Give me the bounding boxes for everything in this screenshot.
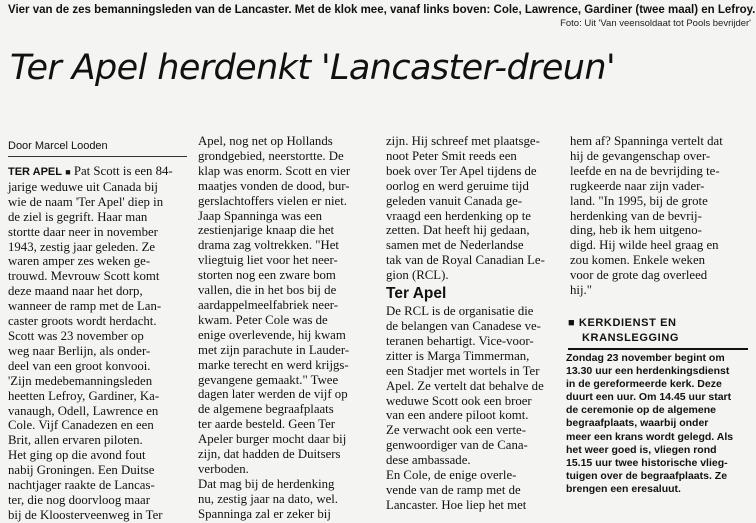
- text-line: deze maand naar het dorp,: [8, 284, 143, 299]
- subheading: Ter Apel: [386, 285, 447, 303]
- text-line: zestienjarige knaap die het: [198, 223, 335, 238]
- text-line: vraagd een herdenking op te: [386, 208, 531, 223]
- text-line: gion (RCL).: [386, 268, 449, 283]
- text-line: 1943, zestig jaar geleden. Ze: [8, 239, 156, 254]
- text-line: klap was enorm. Scott en vier: [198, 163, 351, 178]
- text-line: vende van de ramp met de: [386, 482, 521, 497]
- text-line: hij.": [570, 283, 592, 298]
- box-heading-text: KRANSLEGGING: [582, 332, 680, 344]
- text-line: aardappelmeelfabriek neer-: [198, 297, 339, 312]
- text-line: trouwd. Mevrouw Scott komt: [8, 269, 160, 284]
- article-column-2: [198, 134, 378, 522]
- photo-caption: Vier van de zes bemanningsleden van de Lancaster. Met de klok mee, vanaf links boven: Cole, Lawrence, Gardiner (twee maal) en Lefroy.: [8, 4, 756, 16]
- text-line: zou komen. Enkele weken: [570, 253, 706, 268]
- text-line: ter aarde besteld. Geen Ter: [198, 417, 336, 432]
- text-line: gevangene gemaakt." Twee: [198, 372, 339, 387]
- text-line: Cole. Vijf Canadezen en een: [8, 418, 154, 433]
- text-line: de ziel is gegrift. Haar man: [8, 209, 148, 224]
- text-line: weduwe Scott ook een broer: [386, 393, 532, 408]
- text-line: Apeler burger mocht daar bij: [198, 432, 347, 447]
- article-column-3: [386, 134, 562, 513]
- dateline-square-icon: ■: [65, 167, 71, 177]
- text-line: Ze verwacht ook een verte-: [386, 423, 526, 438]
- sidebar-box-text: [566, 352, 752, 496]
- text-line: Brit, allen ervaren piloten.: [8, 433, 143, 448]
- text-line: caster groots wordt herdacht.: [8, 314, 157, 329]
- text-line: ding, heb ik hem uitgeno-: [570, 223, 702, 238]
- text-line: de algemene begraafplaats: [198, 402, 334, 417]
- text-line: een Stadjer met wortels in Ter: [386, 363, 540, 378]
- text-line: zetten. Dat heeft hij gedaan,: [386, 223, 530, 238]
- text-line: Lancaster. Hoe liep het met: [386, 497, 527, 512]
- text-line: dagen later werden de vijf op: [198, 387, 348, 402]
- text-line: gerslachtoffers vielen er niet.: [198, 193, 347, 208]
- text-line: heetten Lefroy, Gardiner, Ka-: [8, 388, 160, 403]
- box-text-line: begraafplaats, waarbij onder: [566, 417, 709, 430]
- text-line: teranen behartigt. Vice-voor-: [386, 333, 534, 348]
- box-text-line: de ceremonie op de algemene: [566, 404, 716, 417]
- text-line: leefde en na de bevrijding te-: [570, 163, 720, 178]
- text-line: Jaap Spanninga was een: [198, 208, 323, 223]
- text-line: zijn. Hij schreef met plaatsge-: [386, 134, 540, 148]
- box-text-line: meer een krans wordt gelegd. Als: [566, 430, 734, 443]
- text-line: marke terecht en werd krijgs-: [198, 357, 349, 372]
- text-line: voor de grote dag overleed: [570, 268, 708, 283]
- photo-credit: Foto: Uit 'Van veensoldaat tot Pools bevrijder': [560, 18, 751, 29]
- text-line: digd. Hij wilde heel graag en: [570, 238, 719, 253]
- text-line: rugkeerde naar zijn vader-: [570, 178, 705, 193]
- lead-line: [8, 164, 190, 180]
- box-heading-line: [568, 316, 748, 331]
- text-line: van een andere piloot komt.: [386, 408, 529, 423]
- text-line: vanaugh, Odell, Lawrence en: [8, 403, 159, 418]
- byline: Door Marcel Looden: [8, 140, 108, 152]
- box-text-line: het weer goed is, vliegen rond: [566, 443, 717, 456]
- article-column-4: [570, 134, 752, 298]
- box-heading-text: KERKDIENST EN: [578, 317, 677, 329]
- text-line: met zijn parachute in Lauder-: [198, 342, 350, 357]
- dateline: TER APEL: [8, 166, 62, 178]
- box-text-line: tuigen over de begraafplaats. Ze: [566, 469, 728, 482]
- text-line: oorlog en werd geruime tijd: [386, 178, 529, 193]
- text-line: De RCL is de organisatie die: [386, 304, 534, 319]
- text-line: vliegtuig liet voor het neer-: [198, 253, 338, 268]
- sidebar-box-heading: [568, 316, 748, 346]
- text-line: jarige weduwe uit Canada bij: [8, 179, 158, 194]
- text-line: bij de Kloosterveenweg in Ter: [8, 507, 163, 522]
- text-line: Scott was 23 november op: [8, 328, 144, 343]
- box-text-line: brengen een eresaluut.: [566, 482, 681, 495]
- article-column-1: [8, 164, 190, 523]
- text-line: noot Peter Smit reeds een: [386, 148, 517, 163]
- box-text-line: 15.15 uur twee historische vlieg-: [566, 456, 728, 469]
- text-line: storten nog een zware bom: [198, 268, 336, 283]
- text-line: de belangen van Canadese ve-: [386, 318, 541, 333]
- box-square-icon: ■: [568, 317, 576, 329]
- text-line: Apel, nog net op Hollands: [198, 134, 333, 148]
- text-line: boek over Ter Apel tijdens de: [386, 163, 537, 178]
- text-line: kwam. Peter Cole was de: [198, 312, 328, 327]
- text-line: waren amper zes weken ge-: [8, 254, 151, 269]
- box-text-line: duurt een uur. Om 14.45 uur start: [566, 391, 732, 404]
- text-line: nabij Groningen. Een Duitse: [8, 463, 155, 478]
- text-line: geleden vanuit Canada ge-: [386, 193, 523, 208]
- text-line: drama zag voltrekken. "Het: [198, 238, 339, 253]
- box-text-line: in de gereformeerde kerk. Deze: [566, 378, 722, 391]
- text-line: ter, die nog doorvloog maar: [8, 492, 150, 507]
- text-line: vallen, die in het bos bij de: [198, 283, 337, 298]
- text-line: herdenking van de bevrij-: [570, 208, 702, 223]
- text-line: dese ambassade.: [386, 453, 471, 468]
- text-line: weg naar Berlijn, als onder-: [8, 343, 151, 358]
- text-line: deel van een groot konvooi.: [8, 358, 151, 373]
- byline-rule: [8, 156, 187, 157]
- text-line: nachtjager raakte de Lancas-: [8, 478, 155, 493]
- headline: Ter Apel herdenkt 'Lancaster-dreun': [10, 48, 615, 88]
- text-line: maatjes vonden de dood, bur-: [198, 178, 350, 193]
- box-text-line: Zondag 23 november begint om: [566, 352, 725, 364]
- text-line: enige overlevende, hij kwam: [198, 327, 346, 342]
- text-line: zijn, dat hadden de Duitsers: [198, 447, 341, 462]
- text-line: zitter is Marga Timmerman,: [386, 348, 530, 363]
- text-line: En Cole, de enige overle-: [386, 468, 517, 483]
- box-text-line: 13.30 uur een herdenkingsdienst: [566, 365, 730, 378]
- text-line: Apel. Ze vertelt dat behalve de: [386, 378, 544, 393]
- text-line: genwoordiger van de Cana-: [386, 438, 528, 453]
- text-line: grondgebied, neerstortte. De: [198, 148, 344, 163]
- text-line: Pat Scott is een 84-: [73, 164, 173, 178]
- text-line: wanneer de ramp met de Lan-: [8, 299, 162, 314]
- text-line: stortte daar neer in november: [8, 224, 158, 239]
- text-line: tak van de Royal Canadian Le-: [386, 253, 545, 268]
- text-line: wie de naam 'Ter Apel' diep in: [8, 194, 164, 209]
- text-line: Het ging op die avond fout: [8, 448, 146, 463]
- text-line: land. "In 1995, bij de grote: [570, 193, 708, 208]
- text-line: 'Zijn medebemanningsleden: [8, 373, 153, 388]
- box-rule: [568, 348, 748, 350]
- text-line: hij de gevangenschap over-: [570, 148, 711, 163]
- text-line: samen met de Nederlandse: [386, 238, 524, 253]
- text-line: Dat mag bij de herdenking: [198, 476, 335, 491]
- text-line: hem af? Spanninga vertelt dat: [570, 134, 723, 148]
- box-heading-line: [568, 331, 748, 346]
- text-line: nu, zestig jaar na dato, wel.: [198, 491, 339, 506]
- text-line: verboden.: [198, 461, 249, 476]
- text-line: Spanninga zal er zeker bij: [198, 506, 331, 521]
